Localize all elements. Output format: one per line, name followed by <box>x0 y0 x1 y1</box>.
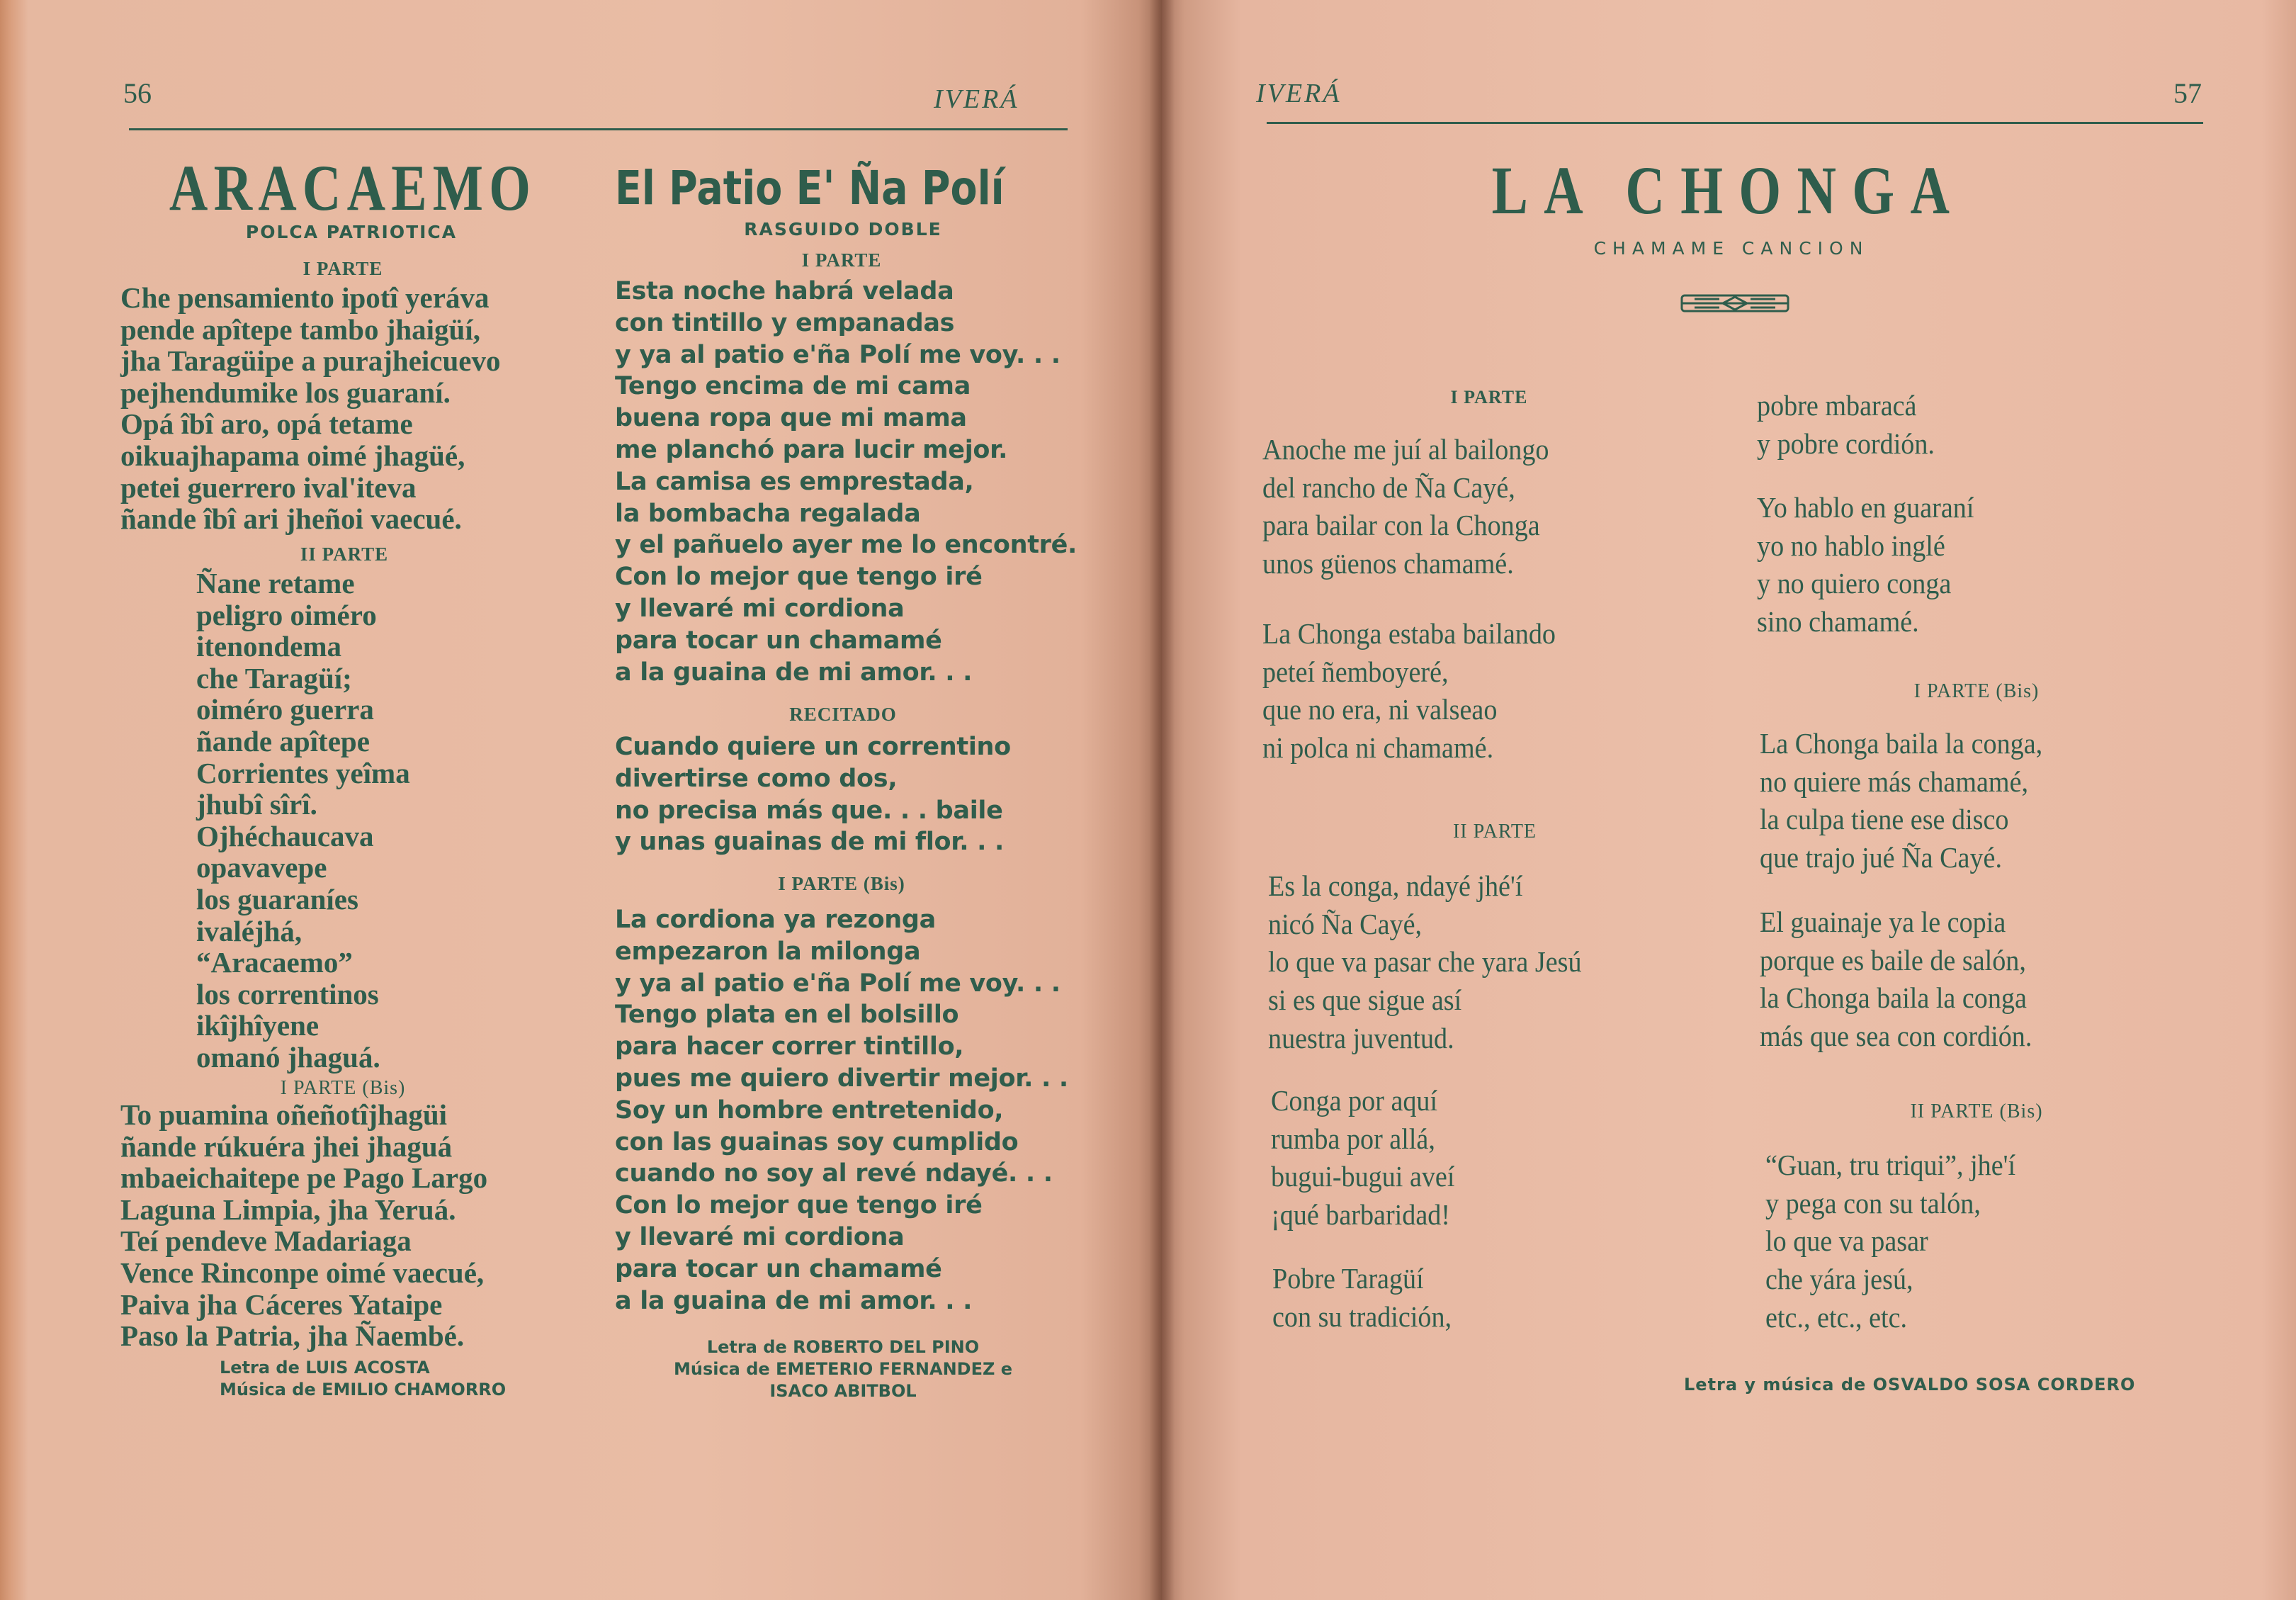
verse-line: nicó Ña Cayé, <box>1268 907 1423 940</box>
verse-line: La Chonga baila la conga, <box>1760 727 2043 760</box>
verse-line: sino chamamé. <box>1757 605 1919 638</box>
verse-line: ¡qué barbaridad! <box>1271 1198 1451 1232</box>
verse-line: la bombacha regalada <box>615 499 921 528</box>
verse-block <box>1268 867 1605 1057</box>
page-number-right: 57 <box>2173 77 2202 109</box>
verse-line: La Chonga estaba bailando <box>1262 617 1556 650</box>
verse-line: la culpa tiene ese disco <box>1760 803 2009 836</box>
verse-line: más que sea con cordión. <box>1760 1020 2032 1053</box>
song-credits <box>220 1357 506 1401</box>
page-number-left: 56 <box>123 77 152 109</box>
part-label: I PARTE (Bis) <box>280 1077 406 1099</box>
verse-line: empezaron la milonga <box>615 937 921 966</box>
verse-block <box>1262 615 1578 767</box>
verse-line: buena ropa que mi mama <box>615 404 967 433</box>
verse-line: Vence Rinconpe oimé vaecué, <box>120 1256 485 1289</box>
song-title-text: El Patio E' Ña Polí <box>615 161 1005 215</box>
part-label: RECITADO <box>789 704 897 725</box>
verse-line: Tengo encima de mi cama <box>615 372 971 401</box>
verse-line: omanó jhaguá. <box>196 1040 380 1074</box>
verse-line: Letra de LUIS ACOSTA <box>220 1358 430 1378</box>
verse-line: Anoche me juí al bailongo <box>1262 433 1549 466</box>
book-gutter <box>1149 0 1175 1600</box>
verse-line: y pobre cordión. <box>1757 427 1935 460</box>
verse-line: no quiere más chamamé, <box>1760 765 2029 798</box>
verse-line: y llevaré mi cordiona <box>615 1222 905 1251</box>
verse-line: lo que va pasar che yara Jesú <box>1268 945 1582 979</box>
verse-line: petei guerrero ival'iteva <box>120 471 417 504</box>
verse-line: para tocar un chamamé <box>615 1254 942 1283</box>
verse-line: y pega con su talón, <box>1765 1186 1981 1219</box>
verse-line: ikîjhîyene <box>196 1009 319 1042</box>
verse-line: ñande rúkuéra jhei jhaguá <box>120 1129 453 1163</box>
verse-line: peteí ñemboyeré, <box>1262 655 1449 688</box>
verse-line: Letra de ROBERTO DEL PINO <box>706 1337 980 1357</box>
verse-line: Corrientes yeîma <box>196 756 410 789</box>
verse-line: Cuando quiere un correntino <box>615 733 1011 761</box>
verse-line: che Taragüí; <box>196 661 352 694</box>
song-title-text: ARACAEMO <box>169 152 537 224</box>
running-head-right: IVERÁ <box>1256 79 1342 108</box>
part-label: II PARTE (Bis) <box>1910 1100 2043 1122</box>
verse-line: me planchó para lucir mejor. <box>615 435 1008 464</box>
verse-block <box>615 276 1077 688</box>
verse-line: Teí pendeve Madariaga <box>120 1224 412 1258</box>
verse-block <box>120 1099 487 1352</box>
verse-block <box>196 568 410 1074</box>
part-label: I PARTE (Bis) <box>1913 680 2040 702</box>
verse-line: Paiva jha Cáceres Yataipe <box>120 1288 443 1321</box>
verse-line: Che pensamiento ipotî yeráva <box>120 281 490 314</box>
verse-line: che yára jesú, <box>1765 1263 1913 1296</box>
verse-block <box>615 731 1011 858</box>
verse-line: Ñane retame <box>196 567 355 599</box>
verse-line: con su tradición, <box>1272 1300 1452 1333</box>
verse-line: unos güenos chamamé. <box>1262 547 1514 580</box>
song-subtitle-aracaemo: POLCA PATRIOTICA <box>245 222 458 242</box>
verse-line: si es que sigue así <box>1268 984 1462 1017</box>
verse-line: para tocar un chamamé <box>615 626 942 655</box>
verse-line: para hacer correr tintillo, <box>615 1032 964 1061</box>
verse-line: la Chonga baila la conga <box>1760 981 2027 1015</box>
part-label: II PARTE <box>1452 821 1537 843</box>
song-credits <box>674 1336 1012 1402</box>
verse-line: pende apîtepe tambo jhaigüí, <box>120 312 480 346</box>
part-label: I PARTE <box>1450 387 1528 407</box>
header-rule-right <box>1267 122 2203 124</box>
verse-line: y el pañuelo ayer me lo encontré. <box>615 531 1078 560</box>
verse-line: y llevaré mi cordiona <box>615 594 905 623</box>
verse-line: los correntinos <box>196 977 379 1010</box>
verse-line: bugui-bugui aveí <box>1271 1160 1455 1193</box>
verse-line: los guaraníes <box>196 882 358 916</box>
verse-line: Con lo mejor que tengo iré <box>615 563 983 592</box>
part-label: I PARTE <box>801 249 882 271</box>
verse-line: que no era, ni valseao <box>1262 693 1498 726</box>
verse-line: Soy un hombre entretenido, <box>615 1095 1004 1125</box>
verse-line: para bailar con la Chonga <box>1262 509 1540 542</box>
verse-line: Esta noche habrá velada <box>615 277 954 305</box>
verse-line: Es la conga, ndayé jhé'í <box>1268 869 1523 902</box>
verse-line: itenondema <box>196 630 341 663</box>
verse-line: del rancho de Ña Cayé, <box>1262 471 1515 504</box>
verse-block <box>1271 1082 1469 1234</box>
verse-line: yo no hablo inglé <box>1757 529 1945 562</box>
verse-block <box>615 904 1068 1317</box>
verse-line: Música de EMILIO CHAMORRO <box>220 1380 507 1399</box>
verse-line: Paso la Patria, jha Ñaembé. <box>120 1319 465 1353</box>
verse-line: y no quiero conga <box>1757 567 1952 600</box>
verse-line: opavavepe <box>196 851 327 884</box>
verse-line: lo que va pasar <box>1765 1224 1928 1258</box>
verse-line: y ya al patio e'ña Polí me voy. . . <box>615 340 1061 369</box>
verse-line: peligro oiméro <box>196 598 377 631</box>
song-title-text: LA CHONGA <box>1491 152 1966 228</box>
verse-block <box>1760 725 2064 877</box>
ornament-divider <box>1680 293 1789 314</box>
part-label: II PARTE <box>300 543 389 565</box>
verse-line: La cordiona ya rezonga <box>615 906 936 934</box>
verse-line: nuestra juventud. <box>1268 1021 1454 1054</box>
verse-line: ñande îbî ari jheñoi vaecué. <box>120 502 462 536</box>
verse-line: a la guaina de mi amor. . . <box>615 1286 973 1315</box>
verse-line: no precisa más que. . . baile <box>615 796 1003 825</box>
header-rule-left <box>129 128 1068 130</box>
song-title-aracaemo <box>129 150 577 225</box>
verse-line: mbaeichaitepe pe Pago Largo <box>120 1161 488 1195</box>
verse-line: ISACO ABITBOL <box>769 1381 917 1401</box>
song-subtitle-patio: RASGUIDO DOBLE <box>744 219 942 240</box>
verse-line: Laguna Limpia, jha Yeruá. <box>120 1193 456 1226</box>
verse-line: y ya al patio e'ña Polí me voy. . . <box>615 969 1061 998</box>
verse-block <box>1765 1147 2035 1336</box>
verse-block <box>1757 387 1948 463</box>
part-label: I PARTE (Bis) <box>778 873 905 894</box>
verse-line: etc., etc., etc. <box>1765 1300 1908 1334</box>
song-title-la-chonga <box>1432 152 2025 230</box>
verse-block <box>120 282 500 535</box>
verse-line: Conga por aquí <box>1271 1084 1438 1117</box>
verse-line: oiméro guerra <box>196 693 374 726</box>
verse-line: Yo hablo en guaraní <box>1757 491 1974 524</box>
verse-line: con las guainas soy cumplido <box>615 1127 1019 1156</box>
verse-line: cuando no soy al revé ndayé. . . <box>615 1159 1053 1188</box>
running-head-left: IVERÁ <box>934 84 1019 114</box>
verse-line: y unas guainas de mi flor. . . <box>615 828 1005 857</box>
verse-line: Música de EMETERIO FERNANDEZ e <box>673 1359 1013 1379</box>
verse-line: Ojhéchaucava <box>196 819 374 852</box>
verse-line: ivaléjhá, <box>196 914 302 947</box>
verse-block <box>1272 1260 1465 1336</box>
song-subtitle-la-chonga: CHAMAME CANCION <box>1593 238 1870 259</box>
verse-line: que trajo jué Ña Cayé. <box>1760 841 2002 874</box>
song-credits: Letra y música de OSVALDO SOSA CORDERO <box>1684 1375 2136 1395</box>
verse-line: Tengo plata en el bolsillo <box>615 1001 959 1030</box>
verse-line: rumba por allá, <box>1271 1122 1435 1155</box>
verse-line: jha Taragüipe a purajheicuevo <box>120 344 501 378</box>
verse-line: con tintillo y empanadas <box>615 308 955 337</box>
verse-line: pobre mbaracá <box>1757 389 1917 422</box>
verse-line: Pobre Taragüí <box>1272 1262 1424 1295</box>
verse-line: Con lo mejor que tengo iré <box>615 1191 983 1220</box>
verse-block <box>1760 903 2052 1056</box>
verse-line: jhubî sîrî. <box>196 788 317 821</box>
verse-line: pejhendumike los guaraní. <box>120 376 451 409</box>
verse-line: La camisa es emprestada, <box>615 467 974 496</box>
verse-line: El guainaje ya le copia <box>1760 906 2006 938</box>
verse-line: ñande apîtepe <box>196 724 370 757</box>
verse-line: divertirse como dos, <box>615 764 898 793</box>
verse-line: “Aracaemo” <box>196 946 353 979</box>
verse-line: porque es baile de salón, <box>1760 943 2026 976</box>
verse-line: a la guaina de mi amor. . . <box>615 658 973 687</box>
part-label: I PARTE <box>302 258 383 279</box>
verse-line: oikuajhapama oimé jhagüé, <box>120 439 465 472</box>
verse-line: To puamina oñeñotîjhagüi <box>120 1098 448 1131</box>
verse-line: pues me quiero divertir mejor. . . <box>615 1064 1068 1093</box>
verse-block <box>1757 489 1990 641</box>
verse-line: Opá îbî aro, opá tetame <box>120 407 413 441</box>
verse-line: ni polca ni chamamé. <box>1262 731 1494 765</box>
verse-line: “Guan, tru triqui”, jhe'í <box>1765 1149 2016 1181</box>
verse-block <box>1262 431 1571 583</box>
song-title-patio <box>615 160 1078 217</box>
